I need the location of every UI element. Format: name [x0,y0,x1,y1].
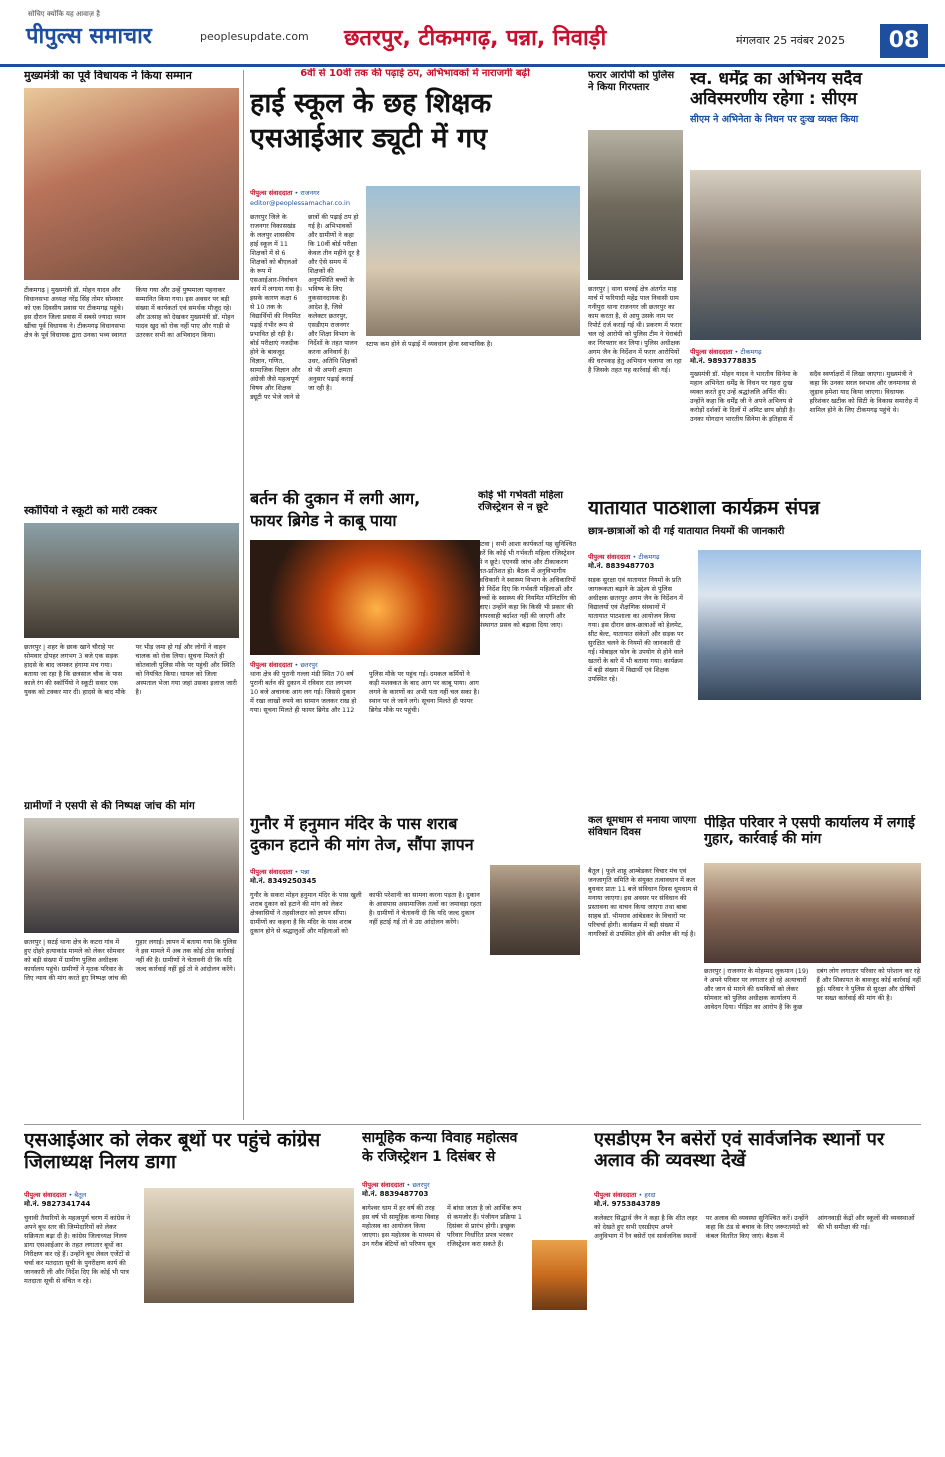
body: छतरपुर | राजनगर के मोहम्मद लुकमान (19) ने अपने परिवार पर लगातार हो रहे अत्याचारों और जान से मारने की धमकियों को लेकर सोमवार को पुलिस अधीक्षक कार्यालय में आवेदन दिया। पीड़ित का आरोप है कि कुछ दबंग लोग लगातार परिवार को परेशान कर रहे हैं और शिकायत के बावजूद कोई कार्रवाई नहीं हुई। परिवार ने पुलिस से सुरक्षा और दोषियों पर सख्त कार्रवाई की मांग की है। [704,967,921,1011]
mobile-number: मो.नं. 9827341744 [24,1200,91,1208]
mobile-number: मो.नं. 8349250345 [250,877,317,885]
headline: स्व. धर्मेंद्र का अभिनय सदैव अविस्मरणीय रहेगा : सीएम [690,70,862,109]
mobile-number: मो.नं. 8839487703 [362,1190,429,1198]
byline-org: पीपुल्स संवाददाता [594,1191,637,1199]
photo-victim-family [704,863,921,963]
byline-block [250,186,360,209]
story-teachers-sir [250,68,580,500]
body: छतरपुर | थाना सरवई क्षेत्र अंतर्गत माह मार्च में फरियादी महेंद्र पाल निवासी ग्राम गनीपुरा थाना राजनगर जी छतरपुर का काम करता है, से आयु उसके नाम पर रिपोर्ट दर्ज कराई गई थी। प्रकरण में फरार चल रहे आरोपी को पुलिस टीम ने घेराबंदी कर गिरफ्तार कर लिया। पुलिस अधीक्षक अगम जैन के निर्देशन में फरार आरोपियों की धरपकड़ हेतु अभियान चलाया जा रहा है जिसके तहत यह कार्रवाई की गई। [588,285,683,374]
headline-line-1: हाई स्कूल के छह शिक्षक [250,88,580,119]
photo-memorandum [490,865,580,955]
byline: पीपुल्स संवाददाता • छतरपुर [250,661,318,669]
edition-cities: छतरपुर, टीकमगढ़, पन्ना, निवाड़ी [344,26,607,51]
headline: पीड़ित परिवार ने एसपी कार्यालय में लगाई गुहार, कार्रवाई की मांग [704,815,915,848]
byline: पीपुल्स संवाददाता • पन्ना [250,868,310,876]
photo-congress-booth [144,1188,354,1303]
photo-fire [250,540,480,655]
section-divider [24,1124,921,1125]
byline: पीपुल्स संवाददाता • राजनगर [250,189,320,197]
byline-org: पीपुल्स संवाददाता [250,661,293,669]
story-pregnant-registration [478,490,580,808]
body: छतरपुर जिले के राजनगर विकासखंड के ललपुर शासकीय हाई स्कूल में 11 शिक्षकों में से 6 शिक्षकों को बीएलओ के रूप में एसआईआर-निर्वाचन कार्य में लगाया गया है। इसके कारण कक्षा 6 से 10 तक के विद्यार्थियों की नियमित पढ़ाई गंभीर रूप से प्रभावित हो रही है। बोर्ड परीक्षाएं नजदीक होने के बावजूद विज्ञान, गणित, सामाजिक विज्ञान और अंग्रेजी जैसे महत्वपूर्ण विषय और शिक्षक ड्यूटी पर भेजे जाने से छात्रों की पढ़ाई ठप हो गई है। अभिभावकों और ग्रामीणों ने कहा कि 10वीं बोर्ड परीक्षा केवल तीन महीने दूर है और ऐसे समय में शिक्षकों की अनुपस्थिति बच्चों के भविष्य के लिए नुकसानदायक है। आदेश है, जिसे कलेक्टर छतरपुर, एसडीएम राजनगर और शिक्षा विभाग के निर्देशों के तहत पालन करना अनिवार्य है। उधर, अतिथि शिक्षकों से भी अपनी क्षमता अनुसार पढ़ाई कराई जा रही है। [250,213,360,401]
headline: मुख्यमंत्री का पूर्व विधायक ने किया सम्मान [24,70,192,82]
headline: फरार आरोपी को पुलिस ने किया गिरफ्तार [588,70,675,93]
email[interactable]: editor@peoplessamachar.co.in [250,199,350,207]
body: इटवा | सभी आशा कार्यकर्ता यह सुनिश्चित करें कि कोई भी गर्भवती महिला रजिस्ट्रेशन से न छूटे। एएनसी जांच और टीकाकरण शत-प्रतिशत हो। बैठक में अनुविभागीय अधिकारी ने स्वास्थ्य विभाग के अधिकारियों को निर्देश दिए कि गर्भवती महिलाओं और बच्चों के स्वास्थ्य की नियमित मॉनिटरिंग की जाए। उन्होंने कहा कि किसी भी प्रकार की लापरवाही बर्दाश्त नहीं की जाएगी और संस्थागत प्रसव को बढ़ावा दिया जाए। [478,540,577,629]
headline: एसआईआर को लेकर बूथों पर पहुंचे कांग्रेस जिलाध्यक्ष निलय डागा [24,1130,321,1173]
headline-line-1: सामूहिक कन्या विवाह महोत्सव [362,1130,518,1146]
body: कलेक्टर सिद्धार्थ जैन ने कहा है कि शीत लहर को देखते हुए सभी एसडीएम अपने अनुविभाग में रैन बसेरों एवं सार्वजनिक स्थानों पर अलाव की व्यवस्था सुनिश्चित करें। उन्होंने कहा कि ठंड से बचाव के लिए जरूरतमंदों को कंबल वितरित किए जाएं। बैठक में आंगनवाड़ी केंद्रों और स्कूलों की व्यवस्थाओं की भी समीक्षा की गई। [594,1214,915,1240]
story-fire [250,490,480,808]
issue-date: मंगलवार 25 नवंबर 2025 [736,34,846,47]
byline-place: पन्ना [300,868,310,876]
story-villagers-sp [24,800,239,1120]
body: चुनावी तैयारियों के महत्वपूर्ण चरण में कांग्रेस ने अपने बूथ स्तर की जिम्मेदारियों को लेकर सक्रियता बढ़ा दी है। कांग्रेस जिलाध्यक्ष निलय डागा एसआईआर के तहत लगातार बूथों का निरीक्षण कर रहे हैं। उन्होंने बूथ लेवल एजेंटों से चर्चा कर मतदाता सूची के पुनरीक्षण कार्य की जानकारी ली और निर्देश दिए कि कोई भी पात्र मतदाता सूची से वंचित न रहे। [24,1214,131,1285]
photo-cm-garland [24,88,239,280]
byline-org: पीपुल्स संवाददाता [250,189,293,197]
byline-org: पीपुल्स संवाददाता [250,868,293,876]
photo-accident-crowd [24,523,239,638]
page-number: 08 [880,24,928,58]
photo-cm-speech [690,170,921,340]
headline: स्कॉर्पियो ने स्कूटी को मारी टक्कर [24,505,157,517]
photo-traffic-class [698,550,921,700]
body: छतरपुर | शहर के छाक खाने चौराहे पर सोमवार दोपहर लगभग 3 बजे एक सड़क हादसे के बाद जमकर हंगामा मच गया। बताया जा रहा है कि छत्रसाल चौक के पास काले रंग की स्कॉर्पियो ने स्कूटी सवार एक युवक को टक्कर मार दी। हादसे के बाद मौके पर भीड़ जमा हो गई और लोगों ने वाहन चालक को रोक लिया। सूचना मिलते ही कोतवाली पुलिस मौके पर पहुंची और स्थिति को नियंत्रित किया। घायल को जिला अस्पताल भेजा गया जहां उसका इलाज जारी है। [24,643,237,696]
byline: पीपुल्स संवाददाता • बैतूल [24,1191,87,1199]
byline: पीपुल्स संवाददाता • टीकमगढ़ [690,348,762,356]
photo-school [366,186,580,336]
headline-line-2: एसआईआर ड्यूटी में गए [250,122,488,154]
story-traffic [588,498,921,808]
headline-line-1: बर्तन की दुकान में लगी आग, [250,490,421,508]
byline-place: टीकमगढ़ [740,348,762,356]
headline-line-2: के रजिस्ट्रेशन 1 दिसंबर से [362,1149,496,1166]
byline-place: टीकमगढ़ [638,553,660,561]
subhead: छात्र-छात्राओं को दी गई यातायात नियमों की जानकारी [588,525,785,537]
byline-org: पीपुल्स संवाददाता [362,1181,405,1189]
byline-place: राजनगर [300,189,320,197]
story-scorpio [24,505,239,797]
brand-tagline: सोचिए क्योंकि यह आवाज़ है [28,10,100,18]
website-url[interactable]: peoplesupdate.com [200,30,309,43]
body: थाना क्षेत्र की पुरानी गल्ला मंडी स्थित 70 वर्ष पुरानी बर्तन की दुकान में रविवार रात लगभग 10 बजे अचानक आग लग गई। जिससे दुकान में रखा लाखों रुपये का सामान जलकर राख हो गया। सूचना मिलते ही फायर ब्रिगेड और 112 पुलिस मौके पर पहुंच गई। दमकल कर्मियों ने कड़ी मशक्कत के बाद आग पर काबू पाया। आग लगने के कारणों का अभी पता नहीं चल सका है। स्थान पर ले जाने लगे। सूचना मिलते ही फायर ब्रिगेड मौके पर पहुंची। [250,670,480,714]
body: मुख्यमंत्री डॉ. मोहन यादव ने भारतीय सिनेमा के महान अभिनेता धर्मेंद्र के निधन पर गहरा दुःख व्यक्त करते हुए उन्हें श्रद्धांजलि अर्पित की। उन्होंने कहा कि धर्मेंद्र जी ने अपने अभिनय से करोड़ों दर्शकों के दिलों में अमिट छाप छोड़ी है। उनका योगदान भारतीय सिनेमा के इतिहास में सदैव स्वर्णाक्षरों में लिखा जाएगा। मुख्यमंत्री ने कहा कि उनका सरल स्वभाव और जनमानस से जुड़ाव हमेशा याद किया जाएगा। विधायक हरिशंकर खटीक को सिटी के विकास समारोह में शामिल होने के लिए टीकमगढ़ पहुंचे थे। [690,370,918,423]
byline-org: पीपुल्स संवाददाता [588,553,631,561]
brand-name: पीपुल्स समाचार [26,24,152,49]
headline: यातायात पाठशाला कार्यक्रम संपन्न [588,498,820,519]
byline: पीपुल्स संवाददाता • छतरपुर [362,1181,430,1189]
headline: कोई भी गर्भवती महिला रजिस्ट्रेशन से न छूटे [478,490,564,513]
byline-place: बैतूल [74,1191,87,1199]
story-night-shelter [594,1130,921,1450]
column-divider [243,70,244,1120]
body: टीकमगढ़ | मुख्यमंत्री डॉ. मोहन यादव और विधानसभा अध्यक्ष नरेंद्र सिंह तोमर सोमवार को एक दिवसीय प्रवास पर टीकमगढ़ पहुंचे। इस दौरान जिला प्रवास में सबसे ज्यादा ध्यान खींचा पूर्व विधायक ने। टीकमगढ़ विधानसभा क्षेत्र के पूर्व विधायक द्वारा उनका भव्य स्वागत किया गया और उन्हें पुष्पमाला पहनाकर सम्मानित किया गया। इस अवसर पर बड़ी संख्या में कार्यकर्ता एवं समर्थक मौजूद रहे। और उत्साह को देखकर मुख्यमंत्री डॉ. मोहन यादव खुद को रोक नहीं पाए और गाड़ी से उतरकर सभी का अभिवादन किया। [24,286,235,339]
body: गुनौर के सकरा मोहन हनुमान मंदिर के पास खुली शराब दुकान को हटाने की मांग को लेकर क्षेत्रवासियों ने तहसीलदार को ज्ञापन सौंपा। ग्रामीणों का कहना है कि मंदिर के पास शराब दुकान होने से श्रद्धालुओं और महिलाओं को काफी परेशानी का सामना करना पड़ता है। दुकान के आसपास असामाजिक तत्वों का जमावड़ा रहता है। ग्रामीणों ने चेतावनी दी कि यदि जल्द दुकान नहीं हटाई गई तो वे उग्र आंदोलन करेंगे। [250,891,482,935]
photo-guru [532,1240,587,1310]
photo-police [588,130,683,280]
headline: कल धूमधाम से मनाया जाएगा संविधान दिवस [588,815,697,838]
story-arrest [588,70,683,500]
story-hanuman-liquor [250,815,580,1120]
mobile-number: मो.नं. 8839487703 [588,562,655,570]
mobile-number: मो.नं. 9753843789 [594,1200,661,1208]
kicker: 6वीं से 10वीं तक की पढ़ाई ठप, अभिभावकों में नाराजगी बढ़ी [300,68,530,79]
mobile-number: मो.नं. 9893778835 [690,357,757,365]
brand-logo [26,10,152,50]
headline-line-1: गुनौर में हनुमान मंदिर के पास शराब [250,815,458,833]
subhead: सीएम ने अभिनेता के निधन पर दुःख व्यक्त किया [690,114,859,126]
byline-place: छतरपुर [300,661,318,669]
story-cm-former-mla [24,70,239,500]
headline-line-2: दुकान हटाने की मांग तेज, सौंपा ज्ञापन [250,835,474,855]
photo-villagers [24,818,239,933]
body: छतरपुर | सटई थाना क्षेत्र के कटरा गांव में हुए दोहरे हत्याकांड मामले को लेकर सोमवार को बड़ी संख्या में ग्रामीण पुलिस अधीक्षक कार्यालय पहुंचे। ग्रामीणों ने मृतक परिवार के लिए न्याय की मांग करते हुए निष्पक्ष जांच की गुहार लगाई। ज्ञापन में बताया गया कि पुलिस ने इस मामले में अब तक कोई ठोस कार्रवाई नहीं की है। ग्रामीणों ने चेतावनी दी कि यदि जल्द कार्रवाई नहीं हुई तो वे आंदोलन करेंगे। [24,938,237,982]
byline-place: हरदा [644,1191,656,1199]
headline-line-2: फायर ब्रिगेड ने काबू पाया [250,511,397,531]
byline: पीपुल्स संवाददाता • टीकमगढ़ [588,553,660,561]
headline: एसडीएम रैन बसेरों एवं सार्वजनिक स्थानों पर अलाव की व्यवस्था देखें [594,1130,885,1171]
story-congress-sir [24,1130,354,1450]
byline: पीपुल्स संवाददाता • हरदा [594,1191,656,1199]
byline-org: पीपुल्स संवाददाता [690,348,733,356]
story-mass-wedding [362,1130,587,1450]
headline: ग्रामीणों ने एसपी से की निष्पक्ष जांच की मांग [24,800,195,812]
story-victim-family [704,815,921,1120]
masthead [0,0,945,67]
story-constitution-day [588,815,698,1120]
story-dharmendra [690,70,921,500]
body: बागेश्वर धाम में हर वर्ष की तरह इस वर्ष भी सामूहिक कन्या विवाह महोत्सव का आयोजन किया जाएगा। इस महोत्सव के माध्यम से उन गरीब बेटियों को परिणय सूत्र में बांधा जाता है जो आर्थिक रूप से कमजोर हैं। पंजीयन प्रक्रिया 1 दिसंबर से प्रारंभ होगी। इच्छुक परिवार निर्धारित प्रपत्र भरकर रजिस्ट्रेशन करा सकते हैं। [362,1204,522,1248]
body: बैतूल | फूले शाहू आम्बेडकर विचार मंच एवं जनजागृति समिति के संयुक्त तत्वावधान में कल बुधवार प्रातः 11 बजे संविधान दिवस धूमधाम से मनाया जाएगा। इस अवसर पर संविधान की प्रस्तावना का वाचन किया जाएगा तथा बाबा साहब डॉ. भीमराव आंबेडकर के विचारों पर परिचर्चा होगी। कार्यक्रम में बड़ी संख्या में नागरिकों से उपस्थित होने की अपील की गई है। [588,867,698,938]
byline-place: छतरपुर [412,1181,430,1189]
photo-caption: स्टाफ कम होने से पढ़ाई में व्यवधान होना स्वाभाविक है। [366,340,493,348]
byline-org: पीपुल्स संवाददाता [24,1191,67,1199]
body: सड़क सुरक्षा एवं यातायात नियमों के प्रति जागरूकता बढ़ाने के उद्देश्य से पुलिस अधीक्षक छतरपुर अगम जैन के निर्देशन में विद्यालयों एवं शैक्षणिक संस्थानों में यातायात पाठशाला का आयोजन किया गया। इस दौरान छात्र-छात्राओं को हेलमेट, सीट बेल्ट, यातायात संकेतों और सड़क पर सुरक्षित चलने के नियमों की जानकारी दी गई। मोबाइल फोन के उपयोग से होने वाले खतरों के बारे में भी बताया गया। कार्यक्रम में बड़ी संख्या में विद्यार्थी एवं शिक्षक उपस्थित रहे। [588,576,684,683]
